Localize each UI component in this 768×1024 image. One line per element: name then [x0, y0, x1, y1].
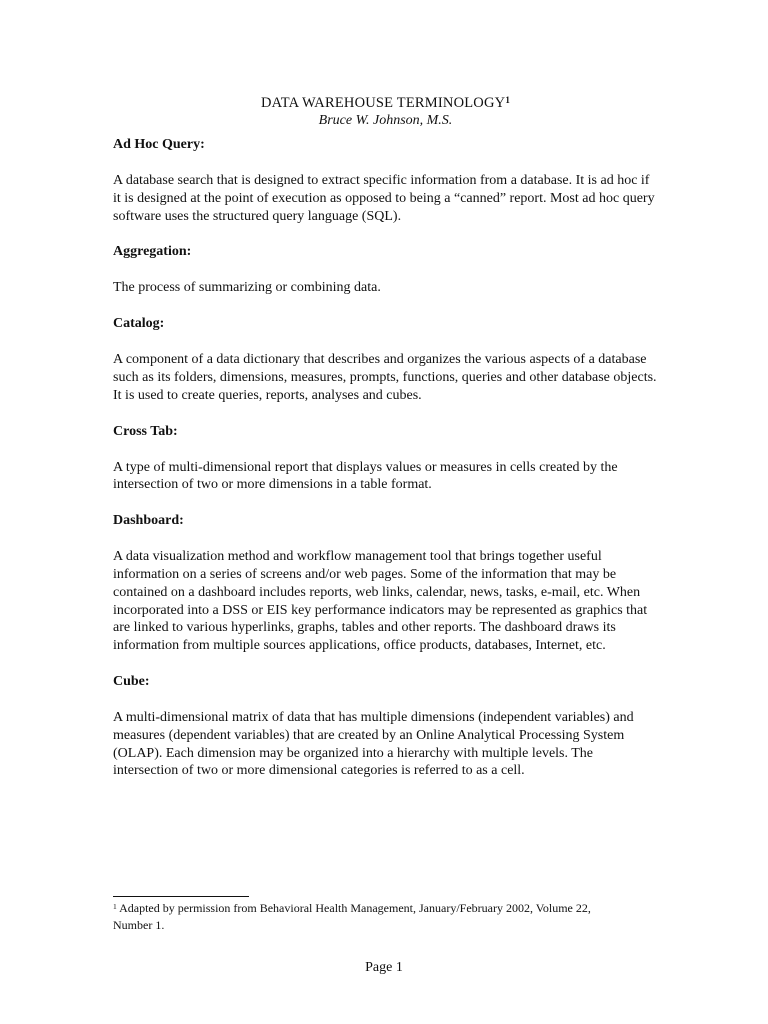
document-page [113, 88, 658, 780]
term-catalog: Catalog: [113, 316, 165, 332]
document-title [113, 94, 658, 112]
definition-cube: A multi-dimensional matrix of data that has multiple dimensions (independent variables) and measures (dependent variables) that are created by an Online Analytical Processing System (OLAP). Each dimension may be organized into a hierarchy with multiple levels. The intersection of two or more dimensional categories is referred to as a cell. [113, 709, 634, 779]
document-title-text: DATA WAREHOUSE TERMINOLOGY [260, 95, 506, 111]
term-ad-hoc-query: Ad Hoc Query: [113, 137, 205, 152]
definition-cross-tab: A type of multi-dimensional report that displays values or measures in cells created by the intersection of two or more dimensions in a table format. [113, 459, 618, 493]
footnote-text: Adapted by permission from Behavioral Health Management, January/February 2002, Volume 22, Number 1. [113, 901, 591, 932]
definition-ad-hoc-query: A database search that is designed to extract specific information from a database. It is ad hoc if it is designed at the point of execution as opposed to being a “canned” report. Most ad hoc query software uses the structured query language (SQL). [113, 173, 655, 224]
term-dashboard: Dashboard: [113, 513, 184, 529]
term-aggregation: Aggregation: [113, 244, 192, 260]
footnote-marker: 1 [113, 902, 117, 911]
title-block [113, 94, 658, 130]
title-footnote-marker: 1 [505, 95, 511, 105]
term-cross-tab: Cross Tab: [113, 423, 178, 439]
term-cube: Cube: [113, 673, 150, 689]
document-author: Bruce W. Johnson, M.S. [318, 113, 453, 128]
footnote-separator [113, 896, 249, 897]
definition-dashboard: A data visualization method and workflow management tool that brings together useful information on a series of screens and/or web pages. Some of the information that may be contained on a dashboard includes reports, web links, calendar, news, tasks, e-mail, etc. When incorporated into a DSS or EIS key performance indicators may be represented as graphics that are linked to various hyperlinks, graphs, tables and other reports. The dashboard draws its information from multiple sources applications, office products, databases, Internet, etc. [113, 549, 648, 654]
footnote [113, 900, 633, 933]
definition-aggregation: The process of summarizing or combining data. [113, 280, 381, 296]
page-number: Page 1 [365, 960, 403, 975]
definition-catalog: A component of a data dictionary that describes and organizes the various aspects of a database such as its folders, dimensions, measures, prompts, functions, queries and other database objects. It is used to create queries, reports, analyses and cubes. [113, 352, 657, 403]
